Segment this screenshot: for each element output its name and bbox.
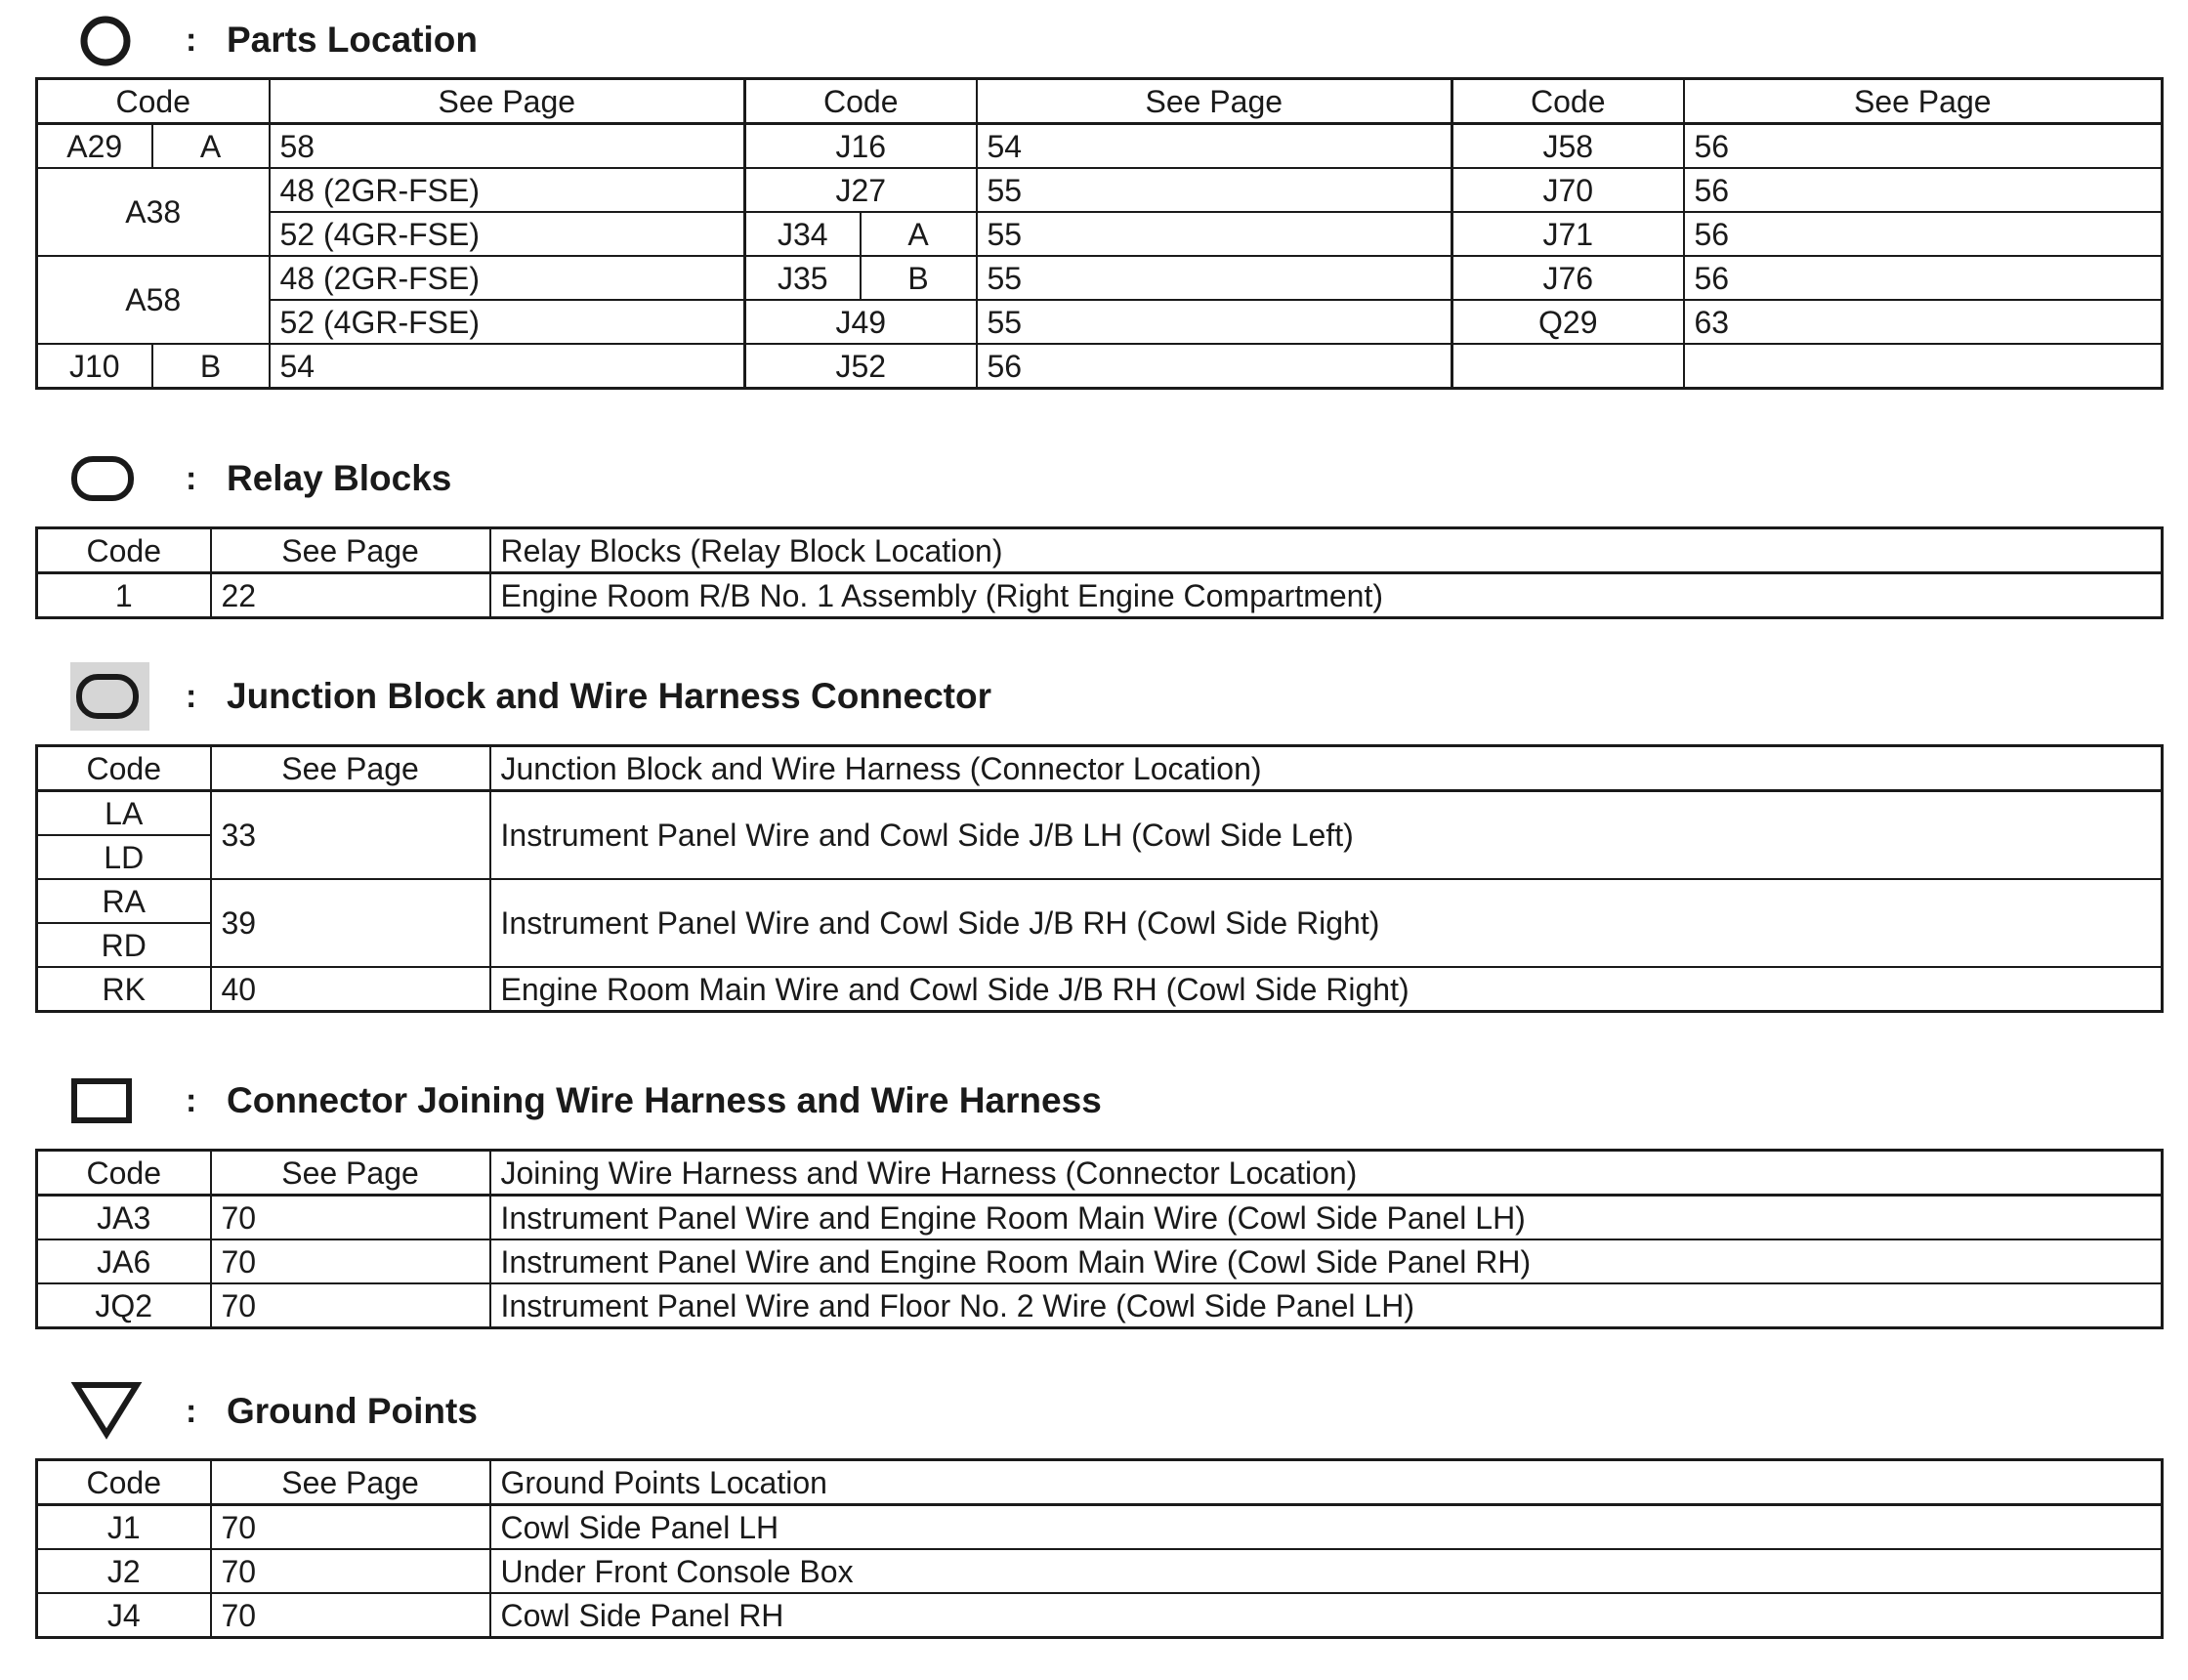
code-cell: RD — [37, 923, 211, 967]
code-cell: J76 — [1452, 256, 1684, 300]
code-cell: J16 — [745, 124, 977, 169]
heading-colon: : — [186, 460, 197, 497]
page-cell: 70 — [211, 1505, 490, 1550]
header-code: Code — [37, 746, 211, 791]
page-cell: 58 — [270, 124, 745, 169]
page-cell: 70 — [211, 1593, 490, 1638]
code-sub-cell: A — [152, 124, 270, 169]
header-code: Code — [37, 1151, 211, 1196]
heading-colon: : — [186, 1082, 197, 1119]
description-cell: Cowl Side Panel RH — [490, 1593, 2163, 1638]
ground-points-heading — [70, 1377, 2141, 1446]
table-row — [37, 879, 2163, 923]
description-cell: Instrument Panel Wire and Floor No. 2 Wire (Cowl Side Panel LH) — [490, 1283, 2163, 1328]
code-sub-cell: A — [861, 212, 977, 256]
header-see-page: See Page — [211, 528, 490, 573]
page-cell: 56 — [1684, 256, 2163, 300]
code-cell: LA — [37, 791, 211, 836]
table-row — [37, 1505, 2163, 1550]
table-row — [37, 1549, 2163, 1593]
heading-colon: : — [186, 678, 197, 715]
page-cell: 39 — [211, 879, 490, 967]
table-header-row — [37, 79, 2163, 124]
page-cell: 33 — [211, 791, 490, 880]
section-title: Ground Points — [227, 1391, 478, 1431]
description-cell: Engine Room Main Wire and Cowl Side J/B RH (Cowl Side Right) — [490, 967, 2163, 1012]
code-cell: A38 — [37, 168, 270, 256]
table-row — [37, 573, 2163, 618]
code-cell: J58 — [1452, 124, 1684, 169]
table-row — [37, 1283, 2163, 1328]
code-cell: 1 — [37, 573, 211, 618]
page-cell: 56 — [1684, 124, 2163, 169]
parts-location-table — [35, 77, 2164, 390]
code-cell: J70 — [1452, 168, 1684, 212]
description-cell: Instrument Panel Wire and Cowl Side J/B LH (Cowl Side Left) — [490, 791, 2163, 880]
page-cell: 55 — [977, 256, 1452, 300]
code-cell: A58 — [37, 256, 270, 344]
header-code: Code — [37, 528, 211, 573]
table-header-row — [37, 1151, 2163, 1196]
rectangle-icon — [70, 1067, 152, 1135]
code-cell: J2 — [37, 1549, 211, 1593]
table-row — [37, 791, 2163, 836]
table-row — [37, 1239, 2163, 1283]
page-cell: 54 — [977, 124, 1452, 169]
page-cell: 52 (4GR-FSE) — [270, 300, 745, 344]
description-cell: Under Front Console Box — [490, 1549, 2163, 1593]
connector-joining-table — [35, 1149, 2164, 1329]
header-code: Code — [745, 79, 977, 124]
header-code: Code — [37, 79, 270, 124]
table-header-row — [37, 1460, 2163, 1505]
page-cell: 56 — [977, 344, 1452, 389]
page-cell: 70 — [211, 1196, 490, 1240]
table-row — [37, 124, 2163, 169]
description-cell: Instrument Panel Wire and Engine Room Main Wire (Cowl Side Panel RH) — [490, 1239, 2163, 1283]
header-see-page: See Page — [1684, 79, 2163, 124]
parts-location-heading — [70, 6, 2141, 74]
code-cell: JQ2 — [37, 1283, 211, 1328]
header-description: Ground Points Location — [490, 1460, 2163, 1505]
page-cell: 63 — [1684, 300, 2163, 344]
empty-cell — [1452, 344, 1684, 389]
page-cell: 48 (2GR-FSE) — [270, 256, 745, 300]
header-description: Joining Wire Harness and Wire Harness (Connector Location) — [490, 1151, 2163, 1196]
table-row — [37, 344, 2163, 389]
code-cell: RK — [37, 967, 211, 1012]
page-cell: 54 — [270, 344, 745, 389]
page-cell: 40 — [211, 967, 490, 1012]
table-row — [37, 967, 2163, 1012]
description-cell: Engine Room R/B No. 1 Assembly (Right Engine Compartment) — [490, 573, 2163, 618]
heading-colon: : — [186, 21, 197, 59]
section-title: Connector Joining Wire Harness and Wire Harness — [227, 1080, 1102, 1120]
empty-cell — [1684, 344, 2163, 389]
ground-points-table — [35, 1458, 2164, 1639]
header-description: Relay Blocks (Relay Block Location) — [490, 528, 2163, 573]
code-cell: A29 — [37, 124, 152, 169]
page-cell: 70 — [211, 1549, 490, 1593]
rounded-rectangle-icon — [70, 444, 152, 513]
section-title: Parts Location — [227, 20, 478, 60]
header-see-page: See Page — [270, 79, 745, 124]
code-cell: J27 — [745, 168, 977, 212]
code-cell: J4 — [37, 1593, 211, 1638]
code-sub-cell: B — [861, 256, 977, 300]
relay-blocks-table — [35, 526, 2164, 619]
code-cell: LD — [37, 835, 211, 879]
header-see-page: See Page — [977, 79, 1452, 124]
code-cell: Q29 — [1452, 300, 1684, 344]
heading-colon: : — [186, 1393, 197, 1430]
header-see-page: See Page — [211, 1460, 490, 1505]
page-cell: 52 (4GR-FSE) — [270, 212, 745, 256]
header-see-page: See Page — [211, 746, 490, 791]
code-cell: RA — [37, 879, 211, 923]
code-cell: JA6 — [37, 1239, 211, 1283]
junction-block-heading — [70, 662, 2141, 731]
page-cell: 70 — [211, 1239, 490, 1283]
table-row — [37, 212, 2163, 256]
header-code: Code — [1452, 79, 1684, 124]
code-sub-cell: B — [152, 344, 270, 389]
table-row — [37, 1196, 2163, 1240]
code-cell: JA3 — [37, 1196, 211, 1240]
code-cell: J52 — [745, 344, 977, 389]
code-cell: J35 — [745, 256, 861, 300]
relay-blocks-heading — [70, 444, 2141, 513]
triangle-down-icon — [70, 1377, 152, 1446]
code-cell: J10 — [37, 344, 152, 389]
page-cell: 55 — [977, 168, 1452, 212]
header-description: Junction Block and Wire Harness (Connector Location) — [490, 746, 2163, 791]
description-cell: Cowl Side Panel LH — [490, 1505, 2163, 1550]
description-cell: Instrument Panel Wire and Cowl Side J/B RH (Cowl Side Right) — [490, 879, 2163, 967]
page-cell: 48 (2GR-FSE) — [270, 168, 745, 212]
description-cell: Instrument Panel Wire and Engine Room Main Wire (Cowl Side Panel LH) — [490, 1196, 2163, 1240]
code-cell: J49 — [745, 300, 977, 344]
shaded-rounded-rectangle-icon — [70, 662, 152, 731]
page-cell: 22 — [211, 573, 490, 618]
table-row — [37, 256, 2163, 300]
page-cell: 55 — [977, 212, 1452, 256]
page-cell: 70 — [211, 1283, 490, 1328]
header-see-page: See Page — [211, 1151, 490, 1196]
page-cell: 55 — [977, 300, 1452, 344]
circle-icon — [70, 6, 152, 74]
section-title: Junction Block and Wire Harness Connector — [227, 676, 991, 716]
code-cell: J1 — [37, 1505, 211, 1550]
junction-block-table — [35, 744, 2164, 1013]
table-row — [37, 300, 2163, 344]
connector-joining-heading — [70, 1067, 2141, 1135]
section-title: Relay Blocks — [227, 458, 452, 498]
table-header-row — [37, 528, 2163, 573]
page-cell: 56 — [1684, 212, 2163, 256]
table-row — [37, 168, 2163, 212]
table-header-row — [37, 746, 2163, 791]
header-code: Code — [37, 1460, 211, 1505]
code-cell: J34 — [745, 212, 861, 256]
code-cell: J71 — [1452, 212, 1684, 256]
page-cell: 56 — [1684, 168, 2163, 212]
table-row — [37, 1593, 2163, 1638]
